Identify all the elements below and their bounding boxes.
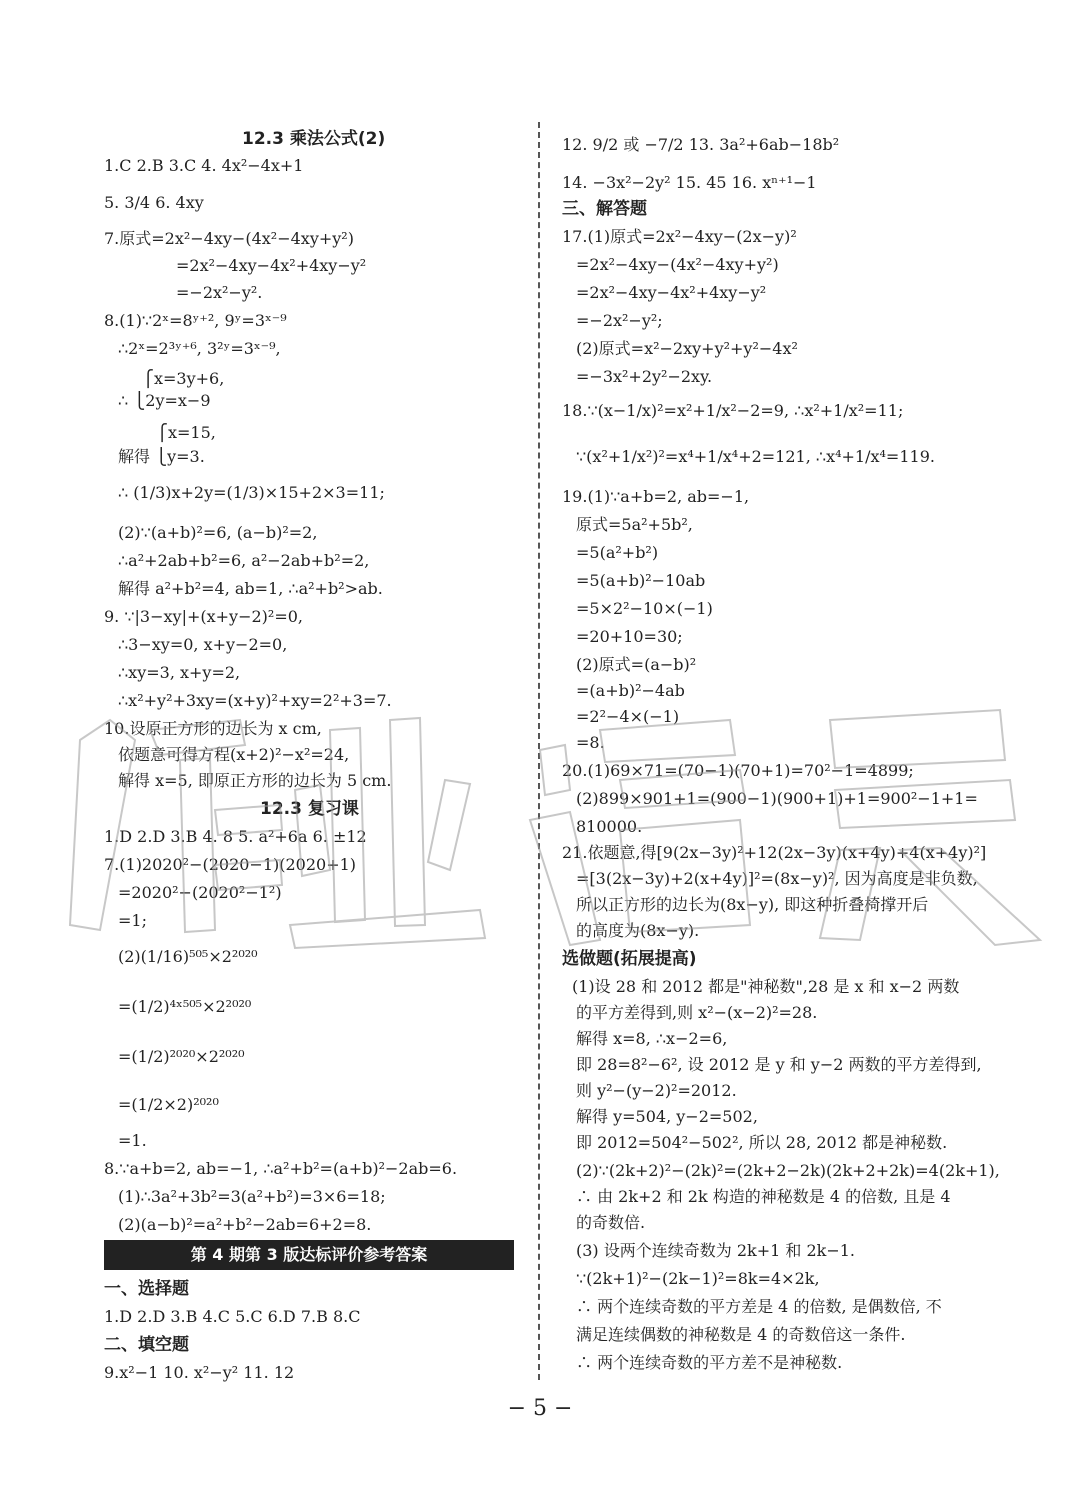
answer-line: 7.(1)2020²−(2020−1)(2020+1) [104,855,357,874]
answer-line: (2)∵(a+b)²=6, (a−b)²=2, [118,523,318,542]
answer-line: ∴ 两个连续奇数的平方差是 4 的倍数, 是偶数倍, 不 [576,1297,942,1316]
answer-line: 9.x²−1 10. x²−y² 11. 12 [104,1363,295,1382]
section-heading: 选做题(拓展提高) [562,949,697,969]
answer-line: ⎧x=3y+6, [142,369,225,388]
answer-line: 原式=5a²+5b², [576,515,693,534]
answer-line: 19.(1)∵a+b=2, ab=−1, [562,487,750,506]
answer-line: ⎧x=15, [156,423,216,442]
answer-line: =−2x²−y². [176,283,263,302]
answer-line: 即 28=8²−6², 设 2012 是 y 和 y−2 两数的平方差得到, [576,1055,982,1074]
answer-line: =5(a²+b²) [576,543,659,562]
answer-line: (1)设 28 和 2012 都是"神秘数",28 是 x 和 x−2 两数 [572,977,960,996]
answer-line: 解得 y=504, y−2=502, [576,1107,758,1126]
answer-line: =−3x²+2y²−2xy. [576,367,713,386]
answer-line: ∵(x²+1/x²)²=x⁴+1/x⁴+2=121, ∴x⁴+1/x⁴=119. [576,447,935,466]
answer-line: 14. −3x²−2y² 15. 45 16. xⁿ⁺¹−1 [562,173,817,192]
section-heading: 三、解答题 [562,199,647,219]
answer-line: ∴ 由 2k+2 和 2k 构造的神秘数是 4 的倍数, 且是 4 [576,1187,951,1206]
answer-line: =(1/2×2)²⁰²⁰ [118,1095,219,1114]
answer-line: 8.∵a+b=2, ab=−1, ∴a²+b²=(a+b)²−2ab=6. [104,1159,458,1178]
section-heading: 一、选择题 [104,1279,189,1299]
answer-line: 解得 a²+b²=4, ab=1, ∴a²+b²>ab. [118,579,383,598]
answer-line: =2020²−(2020²−1²) [118,883,282,902]
answer-line: 9. ∵|3−xy|+(x+y−2)²=0, [104,607,303,626]
answer-line: ∴a²+2ab+b²=6, a²−2ab+b²=2, [118,551,370,570]
answer-line: (2)(a−b)²=a²+b²−2ab=6+2=8. [118,1215,372,1234]
answer-line: 1.D 2.D 3.B 4.C 5.C 6.D 7.B 8.C [104,1307,361,1326]
answer-line: 20.(1)69×71=(70−1)(70+1)=70²−1=4899; [562,761,914,780]
section-heading: 二、填空题 [104,1335,189,1355]
answer-line: 则 y²−(y−2)²=2012. [576,1081,737,1100]
answer-line: 12. 9/2 或 −7/2 13. 3a²+6ab−18b² [562,135,840,154]
answer-line: 所以正方形的边长为(8x−y), 即这种折叠椅撑开后 [576,895,929,914]
section-heading: 12.3 复习课 [260,799,359,819]
answer-line: =2x²−4xy−(4x²−4xy+y²) [576,255,779,274]
answer-line: ∴x²+y²+3xy=(x+y)²+xy=2²+3=7. [118,691,392,710]
answer-line: =1. [118,1131,147,1150]
answer-line: 即 2012=504²−502², 所以 28, 2012 都是神秘数. [576,1133,948,1152]
answer-line: (3) 设两个连续奇数为 2k+1 和 2k−1. [576,1241,856,1260]
answer-line: =5(a+b)²−10ab [576,571,706,590]
answer-line: (2)原式=x²−2xy+y²+y²−4x² [576,339,798,358]
answer-line: 1.D 2.D 3.B 4. 8 5. a²+6a 6. ±12 [104,827,367,846]
answer-line: 17.(1)原式=2x²−4xy−(2x−y)² [562,227,797,246]
answer-line: 7.原式=2x²−4xy−(4x²−4xy+y²) [104,229,354,248]
answer-line: =1; [118,911,147,930]
answer-line: =2²−4×(−1) [576,707,680,726]
answer-line: (1)∴3a²+3b²=3(a²+b²)=3×6=18; [118,1187,386,1206]
column-divider [538,122,540,1380]
answer-line: 满足连续偶数的神秘数是 4 的奇数倍这一条件. [576,1325,906,1344]
answer-line: ∴xy=3, x+y=2, [118,663,241,682]
answer-line: 1.C 2.B 3.C 4. 4x²−4x+1 [104,156,304,175]
answer-line: =−2x²−y²; [576,311,663,330]
answer-line: (2)∵(2k+2)²−(2k)²=(2k+2−2k)(2k+2+2k)=4(2k+1), [576,1161,1000,1180]
answer-line: =(1/2)²⁰²⁰×2²⁰²⁰ [118,1047,245,1066]
answer-line: =2x²−4xy−4x²+4xy−y² [576,283,767,302]
answer-line: ∴ ⎩2y=x−9 [118,391,211,410]
answer-line: 解得 x=8, ∴x−2=6, [576,1029,728,1048]
answer-line: ∴ (1/3)x+2y=(1/3)×15+2×3=11; [118,483,385,502]
answer-line: 21.依题意,得[9(2x−3y)²+12(2x−3y)(x+4y)+4(x+4y)²] [562,843,987,862]
answer-line: (2)899×901+1=(900−1)(900+1)+1=900²−1+1= [576,789,978,808]
answer-line: =(1/2)⁴ˣ⁵⁰⁵×2²⁰²⁰ [118,997,252,1016]
answer-line: ∴2ˣ=2³ʸ⁺⁶, 3²ʸ=3ˣ⁻⁹, [118,339,281,358]
answer-line: 18.∵(x−1/x)²=x²+1/x²−2=9, ∴x²+1/x²=11; [562,401,904,420]
answer-line: (2)原式=(a−b)² [576,655,697,674]
answer-line: 的高度为(8x−y). [576,921,700,940]
answer-line: =(a+b)²−4ab [576,681,685,700]
answer-line: =5×2²−10×(−1) [576,599,713,618]
answer-line: 10.设原正方形的边长为 x cm, [104,719,322,738]
answer-line: 解得 x=5, 即原正方形的边长为 5 cm. [118,771,392,790]
page-number: − 5 − [507,1396,573,1421]
answer-line: (2)(1/16)⁵⁰⁵×2²⁰²⁰ [118,947,258,966]
answer-line: 的平方差得到,则 x²−(x−2)²=28. [576,1003,818,1022]
answer-line: 的奇数倍. [576,1213,646,1232]
answer-line: =2x²−4xy−4x²+4xy−y² [176,256,367,275]
answer-line: ∴ 两个连续奇数的平方差不是神秘数. [576,1353,843,1372]
answer-line: 5. 3/4 6. 4xy [104,193,204,212]
answer-line: =[3(2x−3y)+2(x+4y)]²=(8x−y)², 因为高度是非负数, [576,869,978,888]
answer-line: 8.(1)∵2ˣ=8ʸ⁺², 9ʸ=3ˣ⁻⁹ [104,311,287,330]
answer-line: ∴3−xy=0, x+y−2=0, [118,635,288,654]
answer-line: ∵(2k+1)²−(2k−1)²=8k=4×2k, [576,1269,820,1288]
answer-line: 810000. [576,817,643,836]
answer-line: 解得 ⎩y=3. [118,447,205,466]
answer-line: 依题意可得方程(x+2)²−x²=24, [118,745,350,764]
section-heading: 12.3 乘法公式(2) [242,129,386,149]
answer-line: =8. [576,733,605,752]
answer-key-banner: 第 4 期第 3 版达标评价参考答案 [104,1240,514,1270]
answer-line: =20+10=30; [576,627,683,646]
